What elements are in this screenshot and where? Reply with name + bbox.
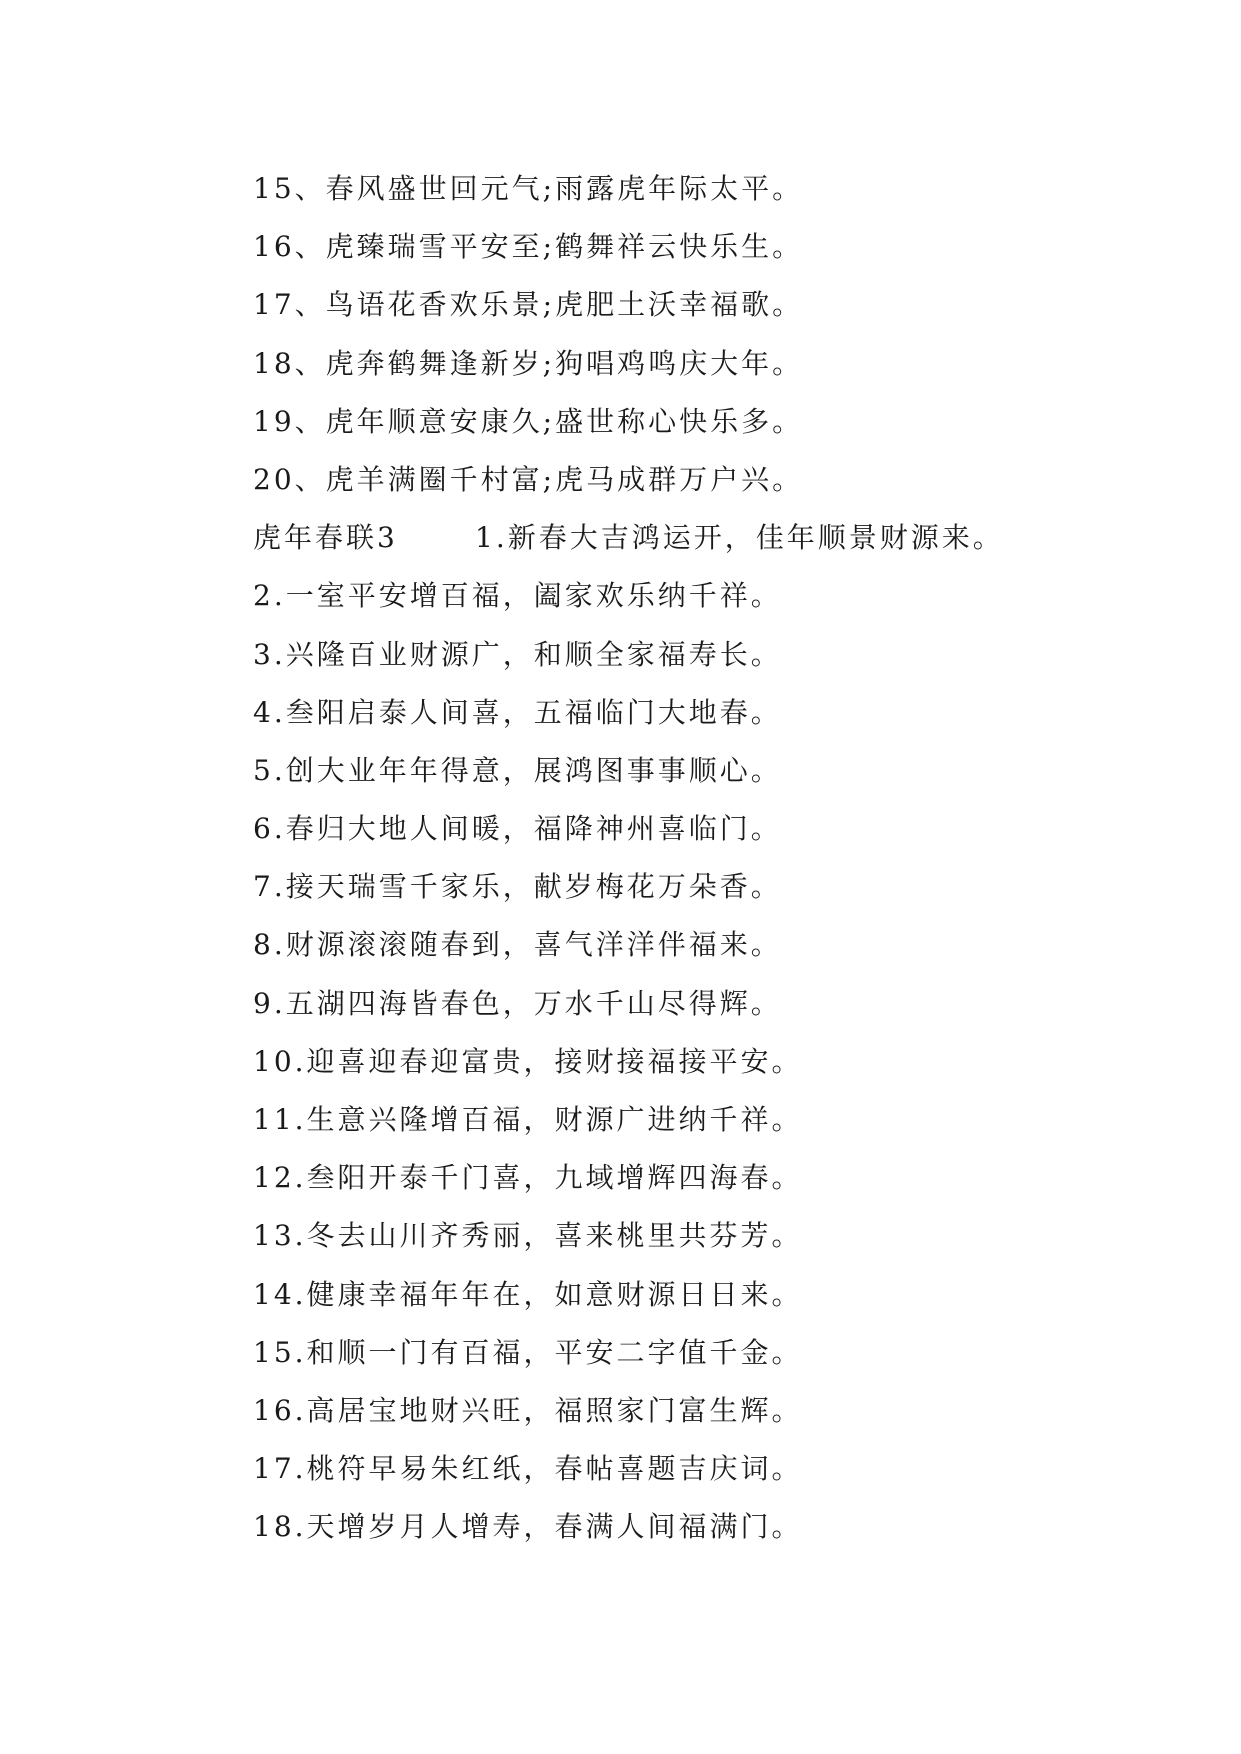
couplet-line: 3.兴隆百业财源广，和顺全家福寿长。 bbox=[253, 637, 782, 671]
couplet-line: 1.新春大吉鸿运开，佳年顺景财源来。 bbox=[475, 521, 1004, 555]
couplet-line: 12.叁阳开泰千门喜，九域增辉四海春。 bbox=[253, 1161, 803, 1195]
section-heading-row bbox=[253, 509, 1153, 567]
couplet-list bbox=[253, 160, 1153, 1557]
couplet-line: 2.一室平安增百福，阖家欢乐纳千祥。 bbox=[253, 579, 782, 613]
couplet-line: 16.高居宝地财兴旺，福照家门富生辉。 bbox=[253, 1393, 803, 1427]
couplet-line: 18.天增岁月人增寿，春满人间福满门。 bbox=[253, 1510, 803, 1544]
couplet-line: 10.迎喜迎春迎富贵，接财接福接平安。 bbox=[253, 1044, 803, 1078]
couplet-line: 7.接天瑞雪千家乐，献岁梅花万朵香。 bbox=[253, 870, 782, 904]
couplet-line: 16、虎臻瑞雪平安至;鹤舞祥云快乐生。 bbox=[253, 230, 804, 264]
couplet-line: 4.叁阳启泰人间喜，五福临门大地春。 bbox=[253, 695, 782, 729]
couplet-line: 15、春风盛世回元气;雨露虎年际太平。 bbox=[253, 172, 804, 205]
couplet-line: 5.创大业年年得意，展鸿图事事顺心。 bbox=[253, 753, 782, 787]
couplet-line: 19、虎年顺意安康久;盛世称心快乐多。 bbox=[253, 404, 804, 438]
couplet-line: 9.五湖四海皆春色，万水千山尽得辉。 bbox=[253, 986, 782, 1020]
couplet-line: 11.生意兴隆增百福，财源广进纳千祥。 bbox=[253, 1103, 803, 1136]
couplet-line: 18、虎奔鹤舞逢新岁;狗唱鸡鸣庆大年。 bbox=[253, 346, 804, 380]
couplet-line: 20、虎羊满圈千村富;虎马成群万户兴。 bbox=[253, 462, 804, 496]
couplet-line: 8.财源滚滚随春到，喜气洋洋伴福来。 bbox=[253, 928, 782, 962]
couplet-line: 6.春归大地人间暖，福降神州喜临门。 bbox=[253, 812, 782, 846]
couplet-line: 17、鸟语花香欢乐景;虎肥土沃幸福歌。 bbox=[253, 288, 804, 322]
section-title: 虎年春联3 bbox=[253, 521, 398, 555]
couplet-line: 13.冬去山川齐秀丽，喜来桃里共芬芳。 bbox=[253, 1219, 803, 1253]
couplet-line: 14.健康幸福年年在，如意财源日日来。 bbox=[253, 1277, 803, 1311]
couplet-line: 17.桃符早易朱红纸，春帖喜题吉庆词。 bbox=[253, 1452, 803, 1486]
couplet-line: 15.和顺一门有百福，平安二字值千金。 bbox=[253, 1335, 803, 1369]
